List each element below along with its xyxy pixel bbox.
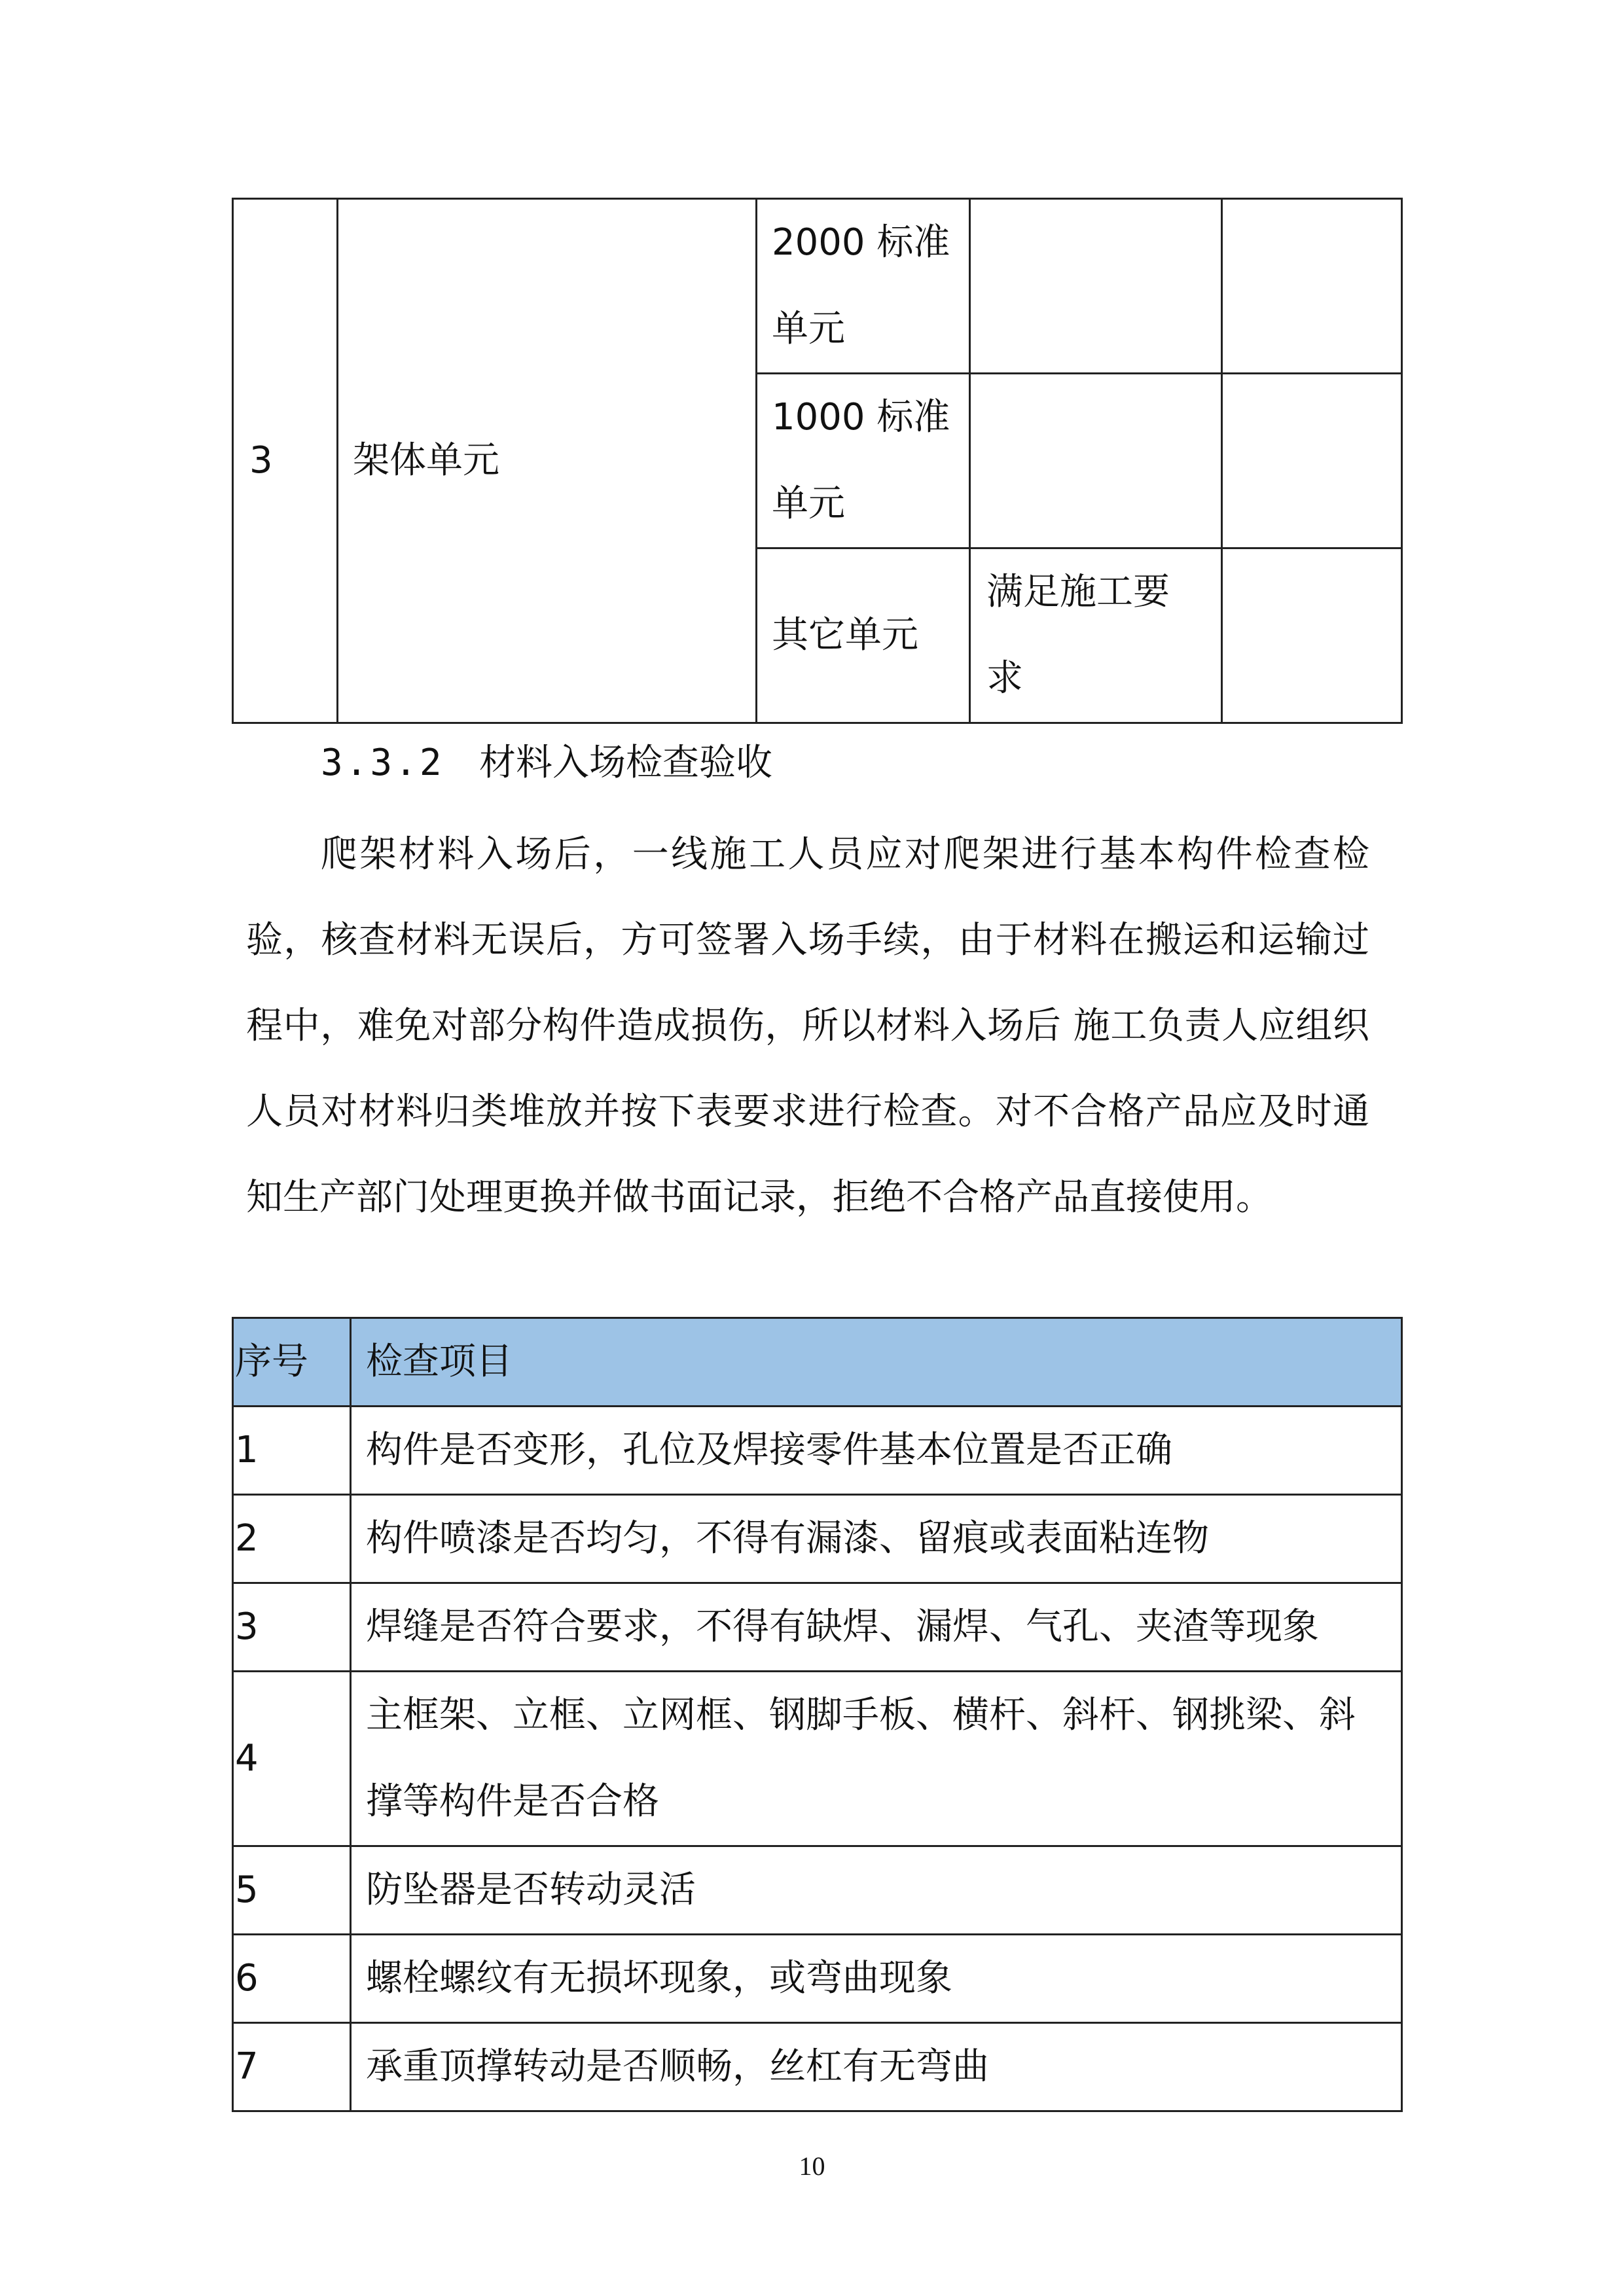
remark-cell <box>1222 374 1402 548</box>
item-number: 3 <box>233 1583 351 1672</box>
table-header-row <box>233 1318 1402 1407</box>
inspection-table <box>232 1317 1403 2112</box>
item-text-line: 撑等构件是否合格 <box>366 1780 659 1823</box>
item-text: 焊缝是否符合要求，不得有缺焊、漏焊、气孔、夹渣等现象 <box>351 1583 1402 1672</box>
table-row <box>233 1935 1402 2023</box>
item-text: 构件喷漆是否均匀，不得有漏漆、留痕或表面粘连物 <box>351 1495 1402 1583</box>
table-row <box>233 1495 1402 1583</box>
header-number: 序号 <box>233 1318 351 1407</box>
item-number: 2 <box>233 1495 351 1583</box>
item-text: 螺栓螺纹有无损坏现象，或弯曲现象 <box>351 1935 1402 2023</box>
item-number: 5 <box>233 1846 351 1935</box>
item-text <box>351 1672 1402 1846</box>
table-row <box>233 1672 1402 1846</box>
unit-type-line: 单元 <box>772 482 845 525</box>
section-number: 3.3.2 <box>321 742 444 784</box>
requirement-cell <box>970 548 1222 723</box>
remark-cell <box>1222 199 1402 374</box>
header-item: 检查项目 <box>351 1318 1402 1407</box>
requirement-cell <box>970 374 1222 548</box>
requirement-line: 求 <box>986 657 1023 700</box>
row-number-cell: 3 <box>233 199 338 723</box>
requirement-cell <box>970 199 1222 374</box>
item-text: 防坠器是否转动灵活 <box>351 1846 1402 1935</box>
unit-type-cell <box>757 374 970 548</box>
row-name-cell: 架体单元 <box>338 199 757 723</box>
item-number: 4 <box>233 1672 351 1846</box>
unit-type-line: 2000 标准 <box>772 221 950 264</box>
unit-type-line: 其它单元 <box>772 614 918 656</box>
table-row <box>233 1846 1402 1935</box>
table-row <box>233 199 1402 374</box>
item-text: 构件是否变形，孔位及焊接零件基本位置是否正确 <box>351 1407 1402 1495</box>
unit-type-cell <box>757 199 970 374</box>
item-text-line: 主框架、立框、立网框、钢脚手板、横杆、斜杆、钢挑梁、斜 <box>366 1694 1356 1736</box>
section-heading <box>321 737 772 789</box>
item-number: 1 <box>233 1407 351 1495</box>
unit-type-line: 1000 标准 <box>772 396 950 439</box>
item-number: 6 <box>233 1935 351 2023</box>
page-number: 10 <box>799 2151 825 2181</box>
item-text: 承重顶撑转动是否顺畅，丝杠有无弯曲 <box>351 2023 1402 2111</box>
table-row <box>233 2023 1402 2111</box>
item-number: 7 <box>233 2023 351 2111</box>
section-title: 材料入场检查验收 <box>478 742 772 784</box>
unit-type-line: 单元 <box>772 308 845 350</box>
body-paragraph: 爬架材料入场后，一线施工人员应对爬架进行基本构件检查检验，核查材料无误后，方可签署入场手续，由于材料在搬运和运输过程中，难免对部分构件造成损伤，所以材料入场后 施工负责人应组织人员对材料归类堆放并按下表要求进行检查。对不合格产品应及时通知生产部门处理更换并做书面记录，拒绝不合格产品直接使用。 <box>246 833 1369 1219</box>
table-row <box>233 1583 1402 1672</box>
remark-cell <box>1222 548 1402 723</box>
requirement-line: 满足施工要 <box>986 571 1170 613</box>
table-row <box>233 1407 1402 1495</box>
unit-standards-table <box>232 198 1403 724</box>
unit-type-cell <box>757 548 970 723</box>
